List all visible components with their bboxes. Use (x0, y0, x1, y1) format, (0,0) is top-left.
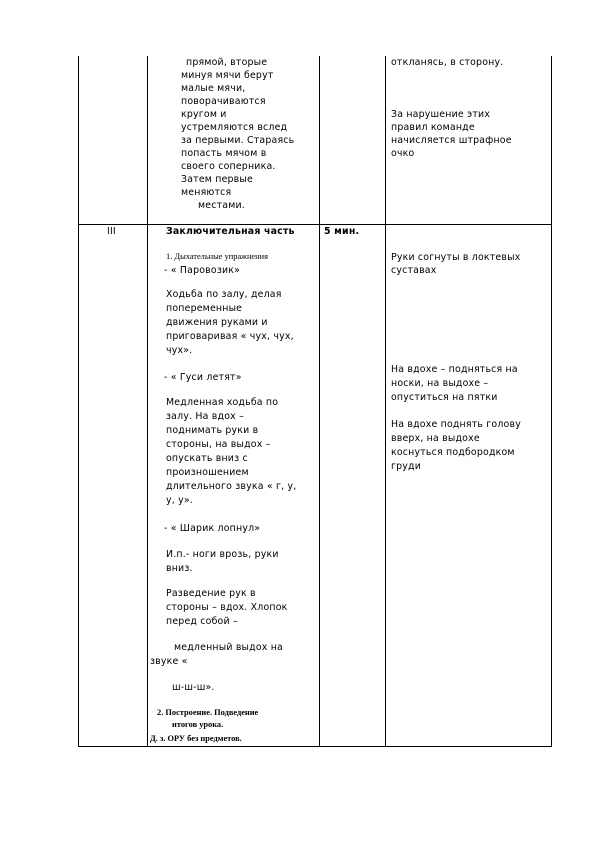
content-line: за первыми. Стараясь (181, 135, 295, 146)
summary-heading-line: итогов урока. (172, 720, 224, 729)
note-line: суставах (391, 265, 437, 276)
exercise-balloon-exhale-line: медленный выдох на (174, 642, 283, 653)
table-divider-col3 (385, 56, 386, 746)
note-penalty-line: правил команде (391, 122, 475, 133)
note-line: вверх, на выдохе (391, 433, 480, 444)
note-line: носки, на выдохе – (391, 378, 489, 389)
exercise-balloon-exhale-line: звуке « (150, 656, 188, 667)
description-line: приговаривая « чух, чух, (166, 331, 294, 342)
note-line: коснуться подбородком (391, 447, 515, 458)
note-line: Руки согнуты в локтевых (391, 252, 521, 263)
description-line: стороны – вдох. Хлопок (166, 602, 288, 613)
content-line: минуя мячи берут (181, 70, 274, 81)
table-row-divider (78, 224, 552, 225)
content-line: попасть мячом в (181, 148, 267, 159)
content-line: поворачиваются (181, 96, 266, 107)
content-line: устремляются вслед (181, 122, 288, 133)
content-line: прямой, вторые (186, 57, 268, 68)
description-line: перед собой – (166, 616, 238, 627)
description-line: Медленная ходьба по (166, 397, 279, 408)
note-line: На вдохе – подняться на (391, 364, 518, 375)
description-line: движения руками и (166, 317, 268, 328)
description-line: опускать вниз с (166, 453, 248, 464)
table-border-left (78, 56, 79, 746)
exercise-locomotive-title: - « Паровозик» (164, 265, 241, 276)
content-line: меняются (181, 187, 232, 198)
description-line: Ходьба по залу, делая (166, 289, 282, 300)
note-penalty-line: очко (391, 148, 415, 159)
description-line: произношением (166, 467, 249, 478)
note-top: откланясь, в сторону. (391, 57, 504, 68)
note-penalty-line: За нарушение этих (391, 109, 491, 120)
description-line: залу. На вдох – (166, 411, 244, 422)
description-line: вниз. (166, 563, 193, 574)
description-line: чух». (166, 345, 193, 356)
note-line: опуститься на пятки (391, 392, 498, 403)
summary-heading-line: 2. Построение. Подведение (157, 708, 259, 717)
description-line: Разведение рук в (166, 588, 256, 599)
table-divider-col1 (147, 56, 148, 746)
breathing-exercises-heading: 1. Дыхательные упражнения (166, 252, 268, 261)
section-title: Заключительная часть (166, 226, 295, 237)
exercise-geese-title: - « Гуси летят» (164, 372, 242, 383)
section-number: III (107, 226, 116, 237)
content-line: своего соперника. (181, 161, 276, 172)
description-line: длительного звука « г, у, (166, 481, 297, 492)
section-time: 5 мин. (324, 226, 360, 237)
exercise-balloon-sound: ш-ш-ш». (172, 682, 215, 693)
content-line: Затем первые (181, 174, 253, 185)
table-divider-col2 (319, 56, 320, 746)
description-line: у, у». (166, 495, 193, 506)
content-line: кругом и (181, 109, 227, 120)
description-line: стороны, на выдох – (166, 439, 271, 450)
content-line: малые мячи, (181, 83, 246, 94)
note-line: груди (391, 461, 421, 472)
table-border-bottom (78, 746, 552, 747)
description-line: попеременные (166, 303, 243, 314)
exercise-balloon-title: - « Шарик лопнул» (164, 523, 261, 534)
homework: Д. з. ОРУ без предметов. (150, 734, 242, 743)
description-line: И.п.- ноги врозь, руки (166, 549, 279, 560)
description-line: поднимать руки в (166, 425, 259, 436)
note-penalty-line: начисляется штрафное (391, 135, 512, 146)
note-line: На вдохе поднять голову (391, 419, 521, 430)
table-border-right (551, 56, 552, 746)
content-line: местами. (198, 200, 245, 211)
